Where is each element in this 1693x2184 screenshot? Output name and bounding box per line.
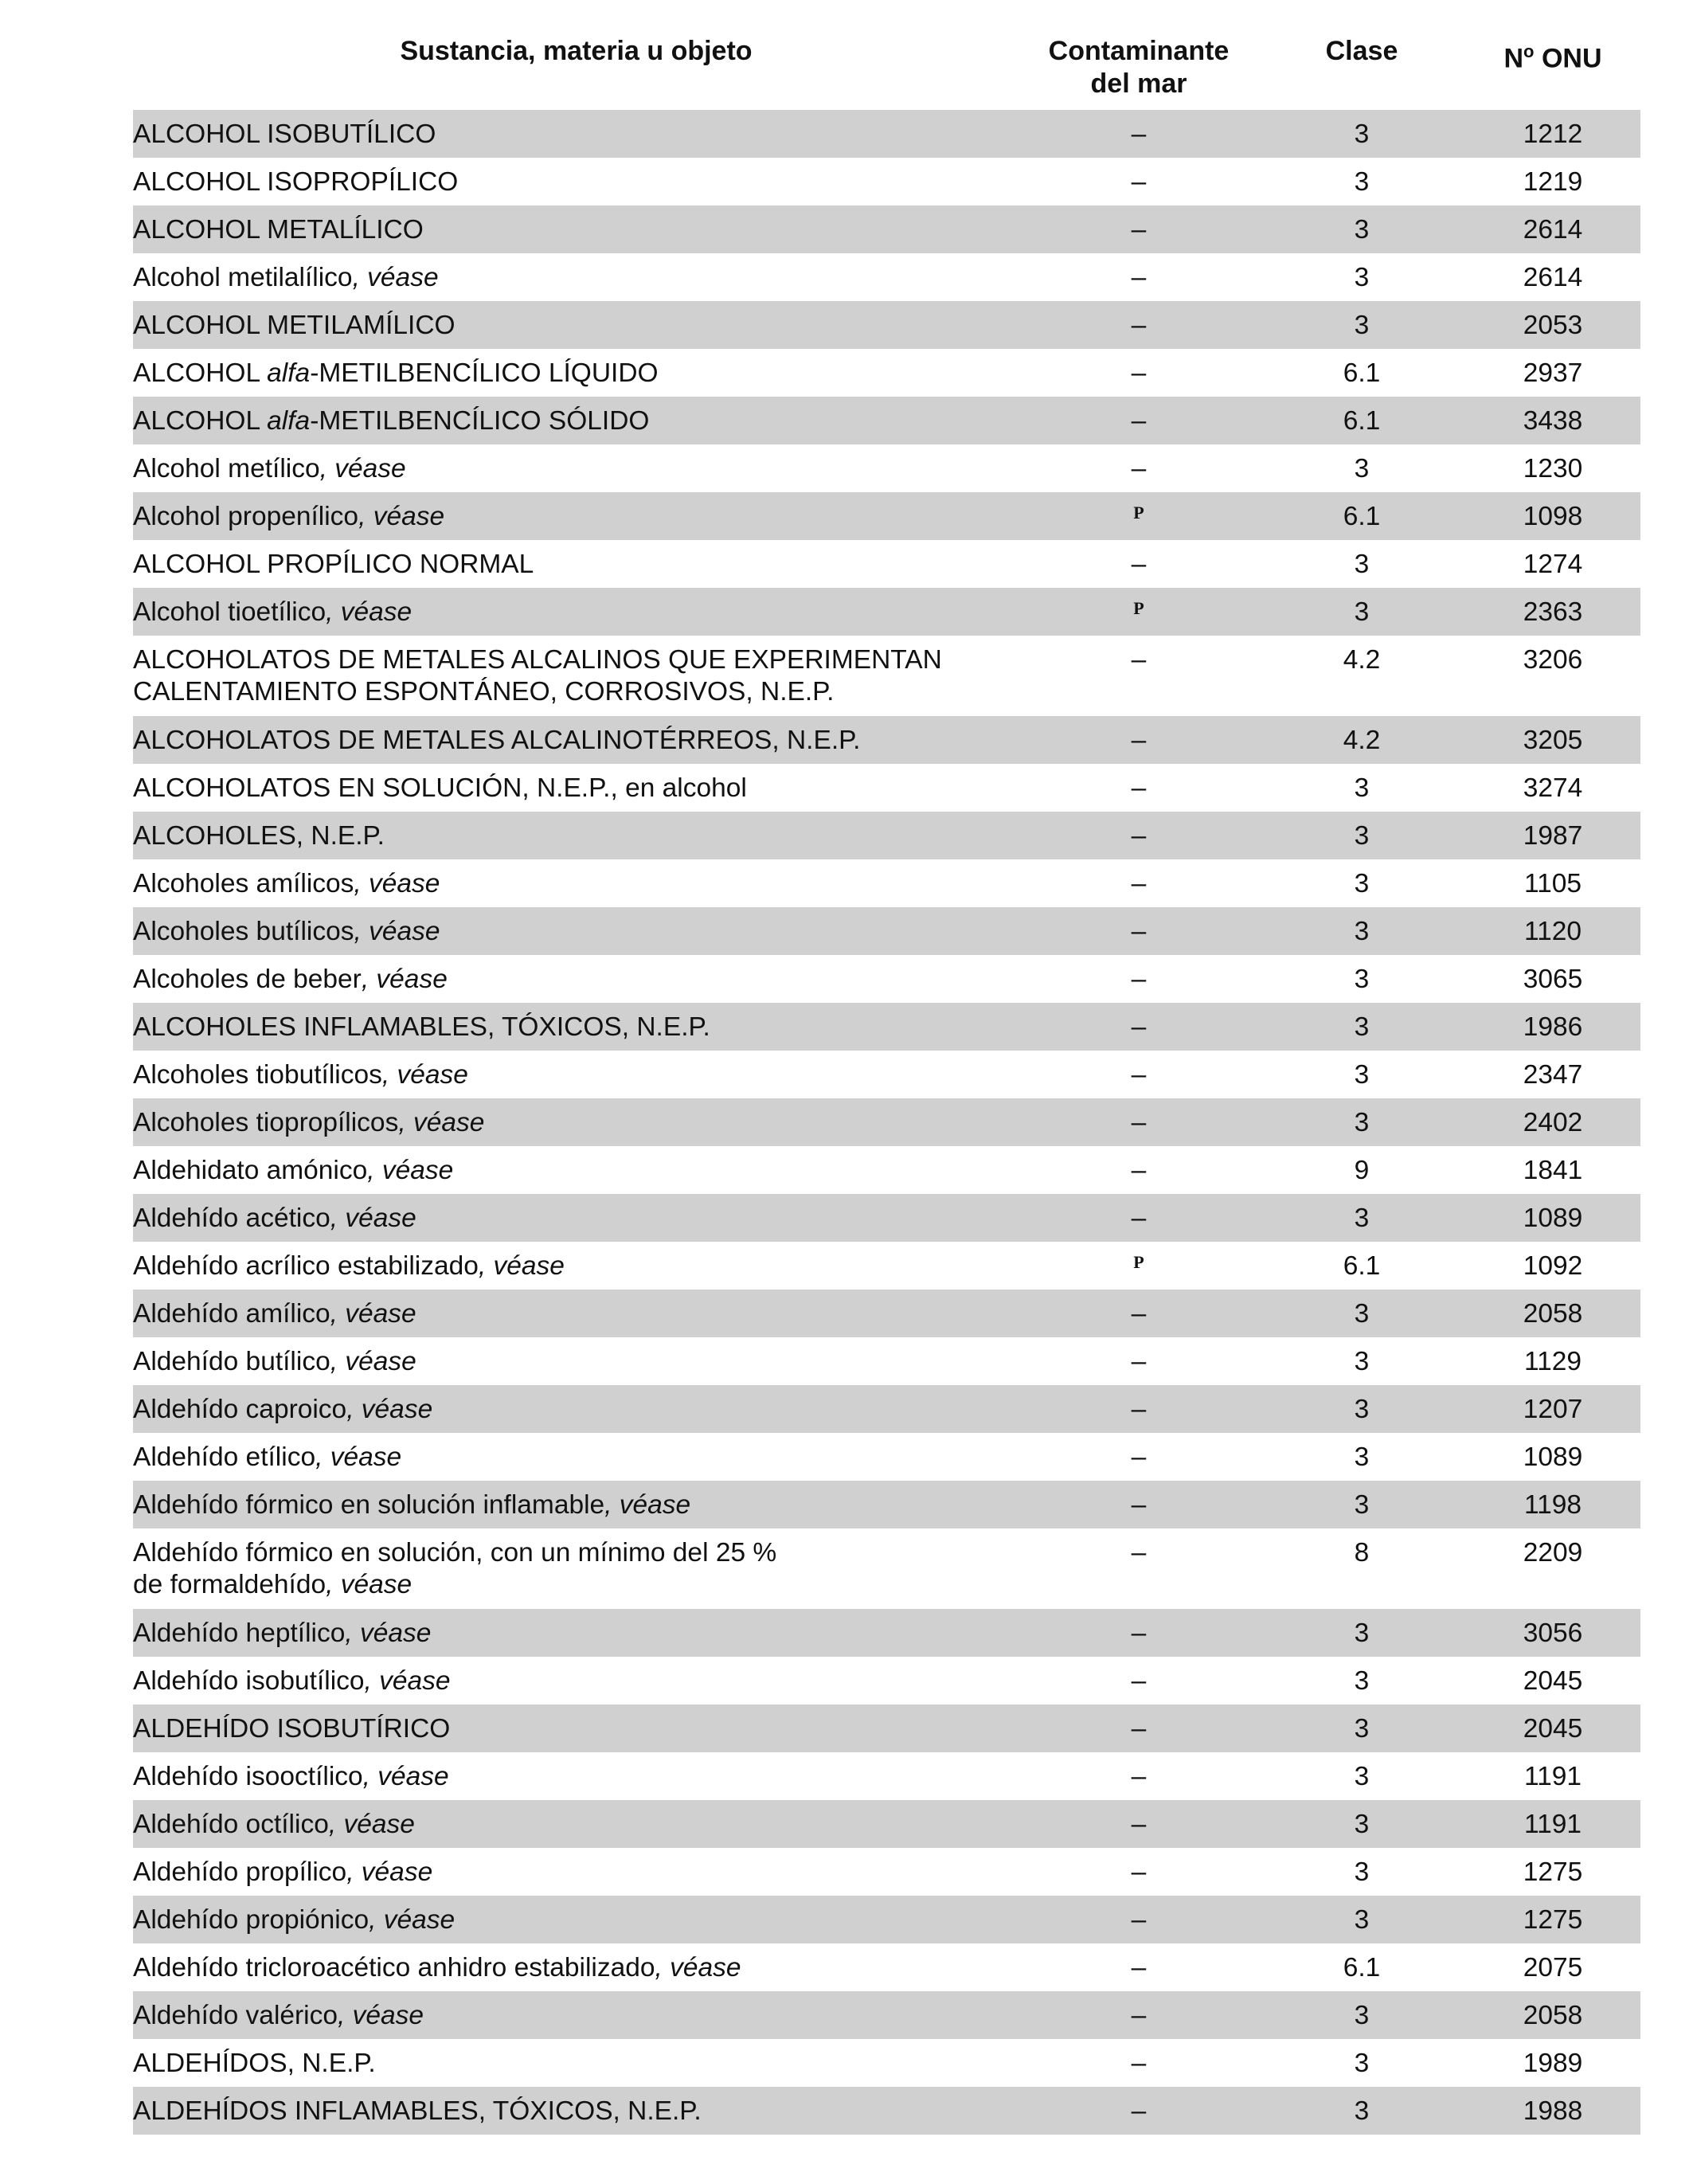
cell-un-number: 1212	[1523, 119, 1583, 149]
cell-class: 3	[1354, 773, 1370, 803]
table-row	[133, 1194, 1640, 1242]
table-row	[133, 1146, 1640, 1194]
header-marine-pollutant-line2: del mar	[1090, 68, 1187, 99]
cell-un-number: 3206	[1523, 645, 1583, 675]
cell-marine-pollutant: –	[1131, 1666, 1147, 1696]
substance-italic-text: , véase	[381, 1060, 468, 1090]
cell-class: 3	[1354, 917, 1370, 946]
table-row	[133, 540, 1640, 588]
substance-text: Aldehído propílico	[133, 1857, 347, 1887]
cell-un-number: 1207	[1523, 1395, 1583, 1424]
substance-italic-text: , véase	[326, 1570, 412, 1599]
cell-class: 3	[1354, 1857, 1370, 1887]
substance-text: Aldehído butílico	[133, 1347, 330, 1376]
cell-un-number: 1986	[1523, 1012, 1583, 1042]
cell-un-number: 1987	[1523, 821, 1583, 851]
cell-un-number: 3056	[1523, 1618, 1583, 1648]
cell-class: 6.1	[1343, 1953, 1381, 1982]
substance-italic-text: , véase	[319, 454, 406, 483]
table-row	[133, 1433, 1640, 1481]
cell-substance	[133, 2000, 1019, 2032]
cell-substance	[133, 2096, 1019, 2127]
cell-un-number: 1092	[1523, 1251, 1583, 1281]
substance-text: ALDEHÍDOS INFLAMABLES, TÓXICOS, N.E.P.	[133, 2096, 702, 2126]
table-body	[133, 110, 1640, 2135]
cell-substance	[133, 453, 1019, 485]
cell-marine-pollutant: –	[1131, 406, 1147, 436]
table-row	[133, 1991, 1640, 2039]
cell-class: 3	[1354, 263, 1370, 292]
substance-text: Alcoholes de beber	[133, 965, 362, 994]
cell-un-number: 3205	[1523, 726, 1583, 755]
header-un-number	[1465, 35, 1640, 75]
table-row	[133, 1481, 1640, 1528]
cell-substance	[133, 1298, 1019, 1330]
substance-text: ALCOHOL METALÍLICO	[133, 215, 424, 245]
cell-un-number: 3274	[1523, 773, 1583, 803]
cell-class: 3	[1354, 1012, 1370, 1042]
cell-class: 6.1	[1343, 502, 1381, 531]
table-row	[133, 253, 1640, 301]
cell-marine-pollutant: –	[1131, 1762, 1147, 1791]
cell-marine-pollutant: –	[1131, 726, 1147, 755]
table-row	[133, 716, 1640, 764]
cell-substance	[133, 597, 1019, 628]
cell-class: 3	[1354, 821, 1370, 851]
cell-un-number: 3438	[1523, 406, 1583, 436]
substance-text: Alcoholes tiobutílicos	[133, 1060, 382, 1090]
cell-marine-pollutant: –	[1131, 1347, 1147, 1376]
cell-substance	[133, 1952, 1019, 1984]
cell-un-number: 1230	[1523, 454, 1583, 483]
cell-substance	[133, 501, 1019, 533]
cell-substance	[133, 1904, 1019, 1936]
cell-class: 4.2	[1343, 645, 1381, 675]
cell-un-number: 1191	[1523, 1810, 1582, 1839]
cell-substance	[133, 773, 1019, 804]
table-row	[133, 1800, 1640, 1848]
cell-un-number: 1274	[1523, 550, 1583, 579]
table-row	[133, 1290, 1640, 1337]
table-row	[133, 955, 1640, 1003]
cell-un-number: 1105	[1523, 869, 1582, 898]
substance-text: Aldehído fórmico en solución, con un mínimo del 25 % de formaldehído	[133, 1538, 777, 1599]
substance-italic-text: , véase	[478, 1251, 565, 1281]
cell-class: 4.2	[1343, 726, 1381, 755]
table-row	[133, 1385, 1640, 1433]
substance-italic-text: , véase	[358, 502, 445, 531]
cell-un-number: 1219	[1523, 167, 1583, 197]
cell-marine-pollutant: –	[1131, 1204, 1147, 1233]
cell-class: 3	[1354, 2096, 1370, 2126]
cell-substance	[133, 1203, 1019, 1235]
cell-class: 3	[1354, 1395, 1370, 1424]
cell-marine-pollutant: –	[1131, 869, 1147, 898]
table-row	[133, 397, 1640, 444]
substance-text: ALCOHOL PROPÍLICO NORMAL	[133, 550, 534, 579]
header-class: Clase	[1325, 36, 1398, 66]
table-row	[133, 444, 1640, 492]
substance-italic-text: , véase	[352, 263, 439, 292]
substance-text: ALCOHOL	[133, 358, 268, 388]
cell-class: 3	[1354, 1060, 1370, 1090]
cell-un-number: 1988	[1523, 2096, 1583, 2126]
substance-italic-text: , véase	[330, 1347, 416, 1376]
substance-italic-text: , véase	[346, 1857, 433, 1887]
cell-un-number: 2058	[1523, 2001, 1583, 2030]
cell-substance	[133, 1809, 1019, 1841]
cell-substance	[133, 964, 1019, 996]
substance-text: Alcoholes butílicos	[133, 917, 354, 946]
cell-substance	[133, 1761, 1019, 1793]
cell-class: 3	[1354, 2049, 1370, 2078]
table-row	[133, 492, 1640, 540]
cell-substance	[133, 1346, 1019, 1378]
cell-un-number: 1841	[1523, 1156, 1583, 1185]
cell-marine-pollutant: –	[1131, 917, 1147, 946]
cell-un-number: 2614	[1523, 215, 1583, 245]
cell-un-number: 1198	[1523, 1490, 1582, 1520]
substance-italic-text: , véase	[369, 1905, 456, 1935]
cell-substance	[133, 1489, 1019, 1521]
substance-italic-text: , véase	[338, 2001, 424, 2030]
cell-substance	[133, 119, 1019, 151]
cell-marine-pollutant: –	[1131, 1490, 1147, 1520]
cell-class: 3	[1354, 1490, 1370, 1520]
substance-text: Aldehído isobutílico	[133, 1666, 365, 1696]
table-row	[133, 158, 1640, 205]
table-row	[133, 859, 1640, 907]
cell-un-number: 1089	[1523, 1442, 1583, 1472]
substance-text: Aldehído heptílico	[133, 1618, 346, 1648]
cell-substance	[133, 405, 1019, 437]
cell-un-number: 1989	[1523, 2049, 1583, 2078]
cell-marine-pollutant: –	[1131, 1060, 1147, 1090]
cell-un-number: 1275	[1523, 1905, 1583, 1935]
table-row	[133, 636, 1640, 716]
substance-text: Aldehído amílico	[133, 1299, 330, 1329]
substance-text: Alcohol tioetílico	[133, 597, 326, 627]
cell-class: 6.1	[1343, 358, 1381, 388]
substance-text: ALDEHÍDOS, N.E.P.	[133, 2049, 376, 2078]
cell-un-number: 2402	[1523, 1108, 1583, 1137]
table-row	[133, 1003, 1640, 1051]
cell-marine-pollutant: –	[1131, 821, 1147, 851]
cell-class: 3	[1354, 454, 1370, 483]
cell-class: 3	[1354, 965, 1370, 994]
substance-text: Aldehído acético	[133, 1204, 330, 1233]
marine-pollutant-mark: P	[1133, 598, 1144, 618]
substance-text: ALCOHOLES, N.E.P.	[133, 821, 385, 851]
cell-un-number: 2209	[1523, 1538, 1583, 1568]
cell-un-number: 1191	[1523, 1762, 1582, 1791]
substance-italic-text: , véase	[315, 1442, 402, 1472]
cell-marine-pollutant: –	[1131, 1442, 1147, 1472]
substance-text: Alcohol metilalílico	[133, 263, 353, 292]
cell-un-number: 2045	[1523, 1666, 1583, 1696]
cell-substance	[133, 1537, 1019, 1601]
table-row	[133, 1896, 1640, 1943]
table-row	[133, 1657, 1640, 1705]
cell-class: 3	[1354, 167, 1370, 197]
cell-substance	[133, 644, 1019, 708]
cell-un-number: 2937	[1523, 358, 1583, 388]
cell-marine-pollutant: –	[1131, 215, 1147, 245]
cell-marine-pollutant: –	[1131, 1108, 1147, 1137]
cell-marine-pollutant: –	[1131, 1299, 1147, 1329]
dangerous-goods-table	[133, 0, 1640, 2135]
cell-un-number: 3065	[1523, 965, 1583, 994]
substance-text: Alcoholes amílicos	[133, 869, 354, 898]
cell-marine-pollutant: –	[1131, 1012, 1147, 1042]
cell-substance	[133, 820, 1019, 852]
cell-marine-pollutant: –	[1131, 167, 1147, 197]
table-row	[133, 588, 1640, 636]
cell-marine-pollutant: –	[1131, 965, 1147, 994]
substance-text: Aldehidato amónico	[133, 1156, 368, 1185]
substance-text: ALCOHOLATOS DE METALES ALCALINOS QUE EXPERIMENTAN CALENTAMIENTO ESPONTÁNEO, CORROSIVOS, N.E.P.	[133, 645, 942, 706]
cell-substance	[133, 1251, 1019, 1282]
cell-substance	[133, 1107, 1019, 1139]
cell-marine-pollutant: –	[1131, 2049, 1147, 2078]
cell-un-number: 2075	[1523, 1953, 1583, 1982]
cell-class: 3	[1354, 2001, 1370, 2030]
cell-marine-pollutant: –	[1131, 550, 1147, 579]
cell-substance	[133, 1857, 1019, 1888]
cell-substance	[133, 358, 1019, 389]
cell-substance	[133, 214, 1019, 246]
cell-substance	[133, 1012, 1019, 1043]
substance-italic-text: , véase	[604, 1490, 691, 1520]
header-un-sup: o	[1523, 41, 1535, 61]
substance-text: Aldehído caproico	[133, 1395, 347, 1424]
cell-un-number: 2363	[1523, 597, 1583, 627]
cell-marine-pollutant: –	[1131, 1156, 1147, 1185]
header-marine-pollutant-line1: Contaminante	[1048, 36, 1230, 66]
cell-class: 3	[1354, 1204, 1370, 1233]
cell-marine-pollutant: –	[1131, 645, 1147, 675]
marine-pollutant-mark: P	[1133, 1252, 1144, 1272]
header-un-suffix: ONU	[1534, 43, 1602, 74]
substance-italic-text: , véase	[330, 1204, 416, 1233]
substance-text: Aldehído tricloroacético anhidro estabilizado	[133, 1953, 655, 1982]
cell-marine-pollutant: –	[1131, 1857, 1147, 1887]
substance-italic-text: alfa	[267, 358, 311, 388]
substance-text: Aldehído etílico	[133, 1442, 316, 1472]
cell-class: 3	[1354, 119, 1370, 149]
table-row	[133, 1609, 1640, 1657]
table-row	[133, 812, 1640, 859]
table-row	[133, 1242, 1640, 1290]
substance-italic-text: , véase	[364, 1666, 451, 1696]
cell-class: 8	[1354, 1538, 1370, 1568]
table-row	[133, 301, 1640, 349]
cell-substance	[133, 1713, 1019, 1745]
table-row	[133, 1848, 1640, 1896]
substance-italic-text: alfa	[267, 406, 311, 436]
header-marine-pollutant	[1019, 35, 1258, 100]
table-row	[133, 110, 1640, 158]
table-row	[133, 2087, 1640, 2135]
cell-class: 3	[1354, 1905, 1370, 1935]
substance-text: -METILBENCÍLICO SÓLIDO	[310, 406, 650, 436]
table-row	[133, 1943, 1640, 1991]
substance-italic-text: , véase	[361, 965, 448, 994]
substance-text: Alcoholes tiopropílicos	[133, 1108, 399, 1137]
cell-substance	[133, 1059, 1019, 1091]
table-row	[133, 1705, 1640, 1752]
cell-marine-pollutant: –	[1131, 119, 1147, 149]
cell-marine-pollutant: –	[1131, 1810, 1147, 1839]
cell-un-number: 1120	[1523, 917, 1582, 946]
cell-class: 3	[1354, 1666, 1370, 1696]
table-header	[133, 0, 1640, 110]
header-un-prefix: N	[1503, 43, 1524, 74]
cell-un-number: 2045	[1523, 1714, 1583, 1744]
cell-marine-pollutant: –	[1131, 2001, 1147, 2030]
substance-text: Aldehído octílico	[133, 1810, 329, 1839]
cell-un-number: 2053	[1523, 311, 1583, 340]
cell-marine-pollutant: –	[1131, 1395, 1147, 1424]
cell-class: 3	[1354, 215, 1370, 245]
cell-marine-pollutant: –	[1131, 358, 1147, 388]
cell-un-number: 2347	[1523, 1060, 1583, 1090]
table-row	[133, 764, 1640, 812]
substance-text: ALCOHOLATOS EN SOLUCIÓN, N.E.P., en alcohol	[133, 773, 747, 803]
substance-text: Aldehído propiónico	[133, 1905, 369, 1935]
cell-substance	[133, 310, 1019, 342]
marine-pollutant-mark: P	[1133, 503, 1144, 523]
cell-class: 3	[1354, 1347, 1370, 1376]
substance-italic-text: , véase	[346, 1395, 433, 1424]
cell-substance	[133, 725, 1019, 757]
cell-marine-pollutant: –	[1131, 1618, 1147, 1648]
cell-un-number: 2058	[1523, 1299, 1583, 1329]
substance-text: ALDEHÍDO ISOBUTÍRICO	[133, 1714, 451, 1744]
cell-substance	[133, 1665, 1019, 1697]
cell-class: 3	[1354, 311, 1370, 340]
cell-marine-pollutant: –	[1131, 1953, 1147, 1982]
table-row	[133, 1337, 1640, 1385]
table-row	[133, 205, 1640, 253]
cell-substance	[133, 868, 1019, 900]
cell-class: 3	[1354, 1714, 1370, 1744]
cell-un-number: 1129	[1523, 1347, 1582, 1376]
table-row	[133, 349, 1640, 397]
substance-italic-text: , véase	[328, 1810, 415, 1839]
cell-class: 6.1	[1343, 1251, 1381, 1281]
cell-class: 3	[1354, 1810, 1370, 1839]
cell-un-number: 1098	[1523, 502, 1583, 531]
substance-italic-text: , véase	[354, 869, 440, 898]
substance-italic-text: , véase	[362, 1762, 449, 1791]
substance-italic-text: , véase	[354, 917, 440, 946]
cell-class: 9	[1354, 1156, 1370, 1185]
cell-class: 3	[1354, 1108, 1370, 1137]
cell-marine-pollutant: –	[1131, 311, 1147, 340]
table-row	[133, 1051, 1640, 1098]
substance-text: Aldehído fórmico en solución inflamable	[133, 1490, 605, 1520]
substance-text: Alcohol propenílico	[133, 502, 359, 531]
cell-marine-pollutant: –	[1131, 773, 1147, 803]
cell-marine-pollutant: –	[1131, 1905, 1147, 1935]
table-row	[133, 1528, 1640, 1609]
table-row	[133, 907, 1640, 955]
substance-italic-text: , véase	[330, 1299, 416, 1329]
substance-text: ALCOHOL	[133, 406, 268, 436]
cell-class: 3	[1354, 869, 1370, 898]
cell-substance	[133, 549, 1019, 581]
table-row	[133, 2039, 1640, 2087]
substance-text: ALCOHOLATOS DE METALES ALCALINOTÉRREOS, N.E.P.	[133, 726, 861, 755]
substance-text: Aldehído valérico	[133, 2001, 338, 2030]
substance-italic-text: , véase	[326, 597, 412, 627]
cell-substance	[133, 916, 1019, 948]
substance-text: ALCOHOL METILAMÍLICO	[133, 311, 456, 340]
header-substance: Sustancia, materia u objeto	[400, 36, 753, 66]
substance-text: ALCOHOL ISOPROPÍLICO	[133, 167, 459, 197]
substance-italic-text: , véase	[398, 1108, 485, 1137]
cell-marine-pollutant: –	[1131, 1538, 1147, 1568]
cell-un-number: 1089	[1523, 1204, 1583, 1233]
cell-substance	[133, 1155, 1019, 1187]
cell-marine-pollutant: –	[1131, 454, 1147, 483]
cell-substance	[133, 166, 1019, 198]
substance-italic-text: , véase	[367, 1156, 454, 1185]
cell-un-number: 1275	[1523, 1857, 1583, 1887]
cell-class: 3	[1354, 1299, 1370, 1329]
cell-substance	[133, 1442, 1019, 1474]
cell-class: 3	[1354, 597, 1370, 627]
substance-text: ALCOHOLES INFLAMABLES, TÓXICOS, N.E.P.	[133, 1012, 710, 1042]
cell-marine-pollutant: –	[1131, 1714, 1147, 1744]
cell-marine-pollutant: –	[1131, 2096, 1147, 2126]
substance-text: Aldehído acrílico estabilizado	[133, 1251, 479, 1281]
cell-class: 3	[1354, 1442, 1370, 1472]
substance-text: ALCOHOL ISOBUTÍLICO	[133, 119, 436, 149]
table-row	[133, 1752, 1640, 1800]
cell-substance	[133, 1618, 1019, 1650]
substance-italic-text: , véase	[655, 1953, 741, 1982]
cell-class: 6.1	[1343, 406, 1381, 436]
cell-un-number: 2614	[1523, 263, 1583, 292]
substance-italic-text: , véase	[345, 1618, 432, 1648]
cell-substance	[133, 1394, 1019, 1426]
cell-substance	[133, 2048, 1019, 2080]
substance-text: Aldehído isooctílico	[133, 1762, 363, 1791]
cell-class: 3	[1354, 1762, 1370, 1791]
cell-class: 3	[1354, 1618, 1370, 1648]
substance-text: Alcohol metílico	[133, 454, 320, 483]
cell-substance	[133, 262, 1019, 294]
substance-text: -METILBENCÍLICO LÍQUIDO	[310, 358, 659, 388]
cell-marine-pollutant: –	[1131, 263, 1147, 292]
table-row	[133, 1098, 1640, 1146]
cell-class: 3	[1354, 550, 1370, 579]
